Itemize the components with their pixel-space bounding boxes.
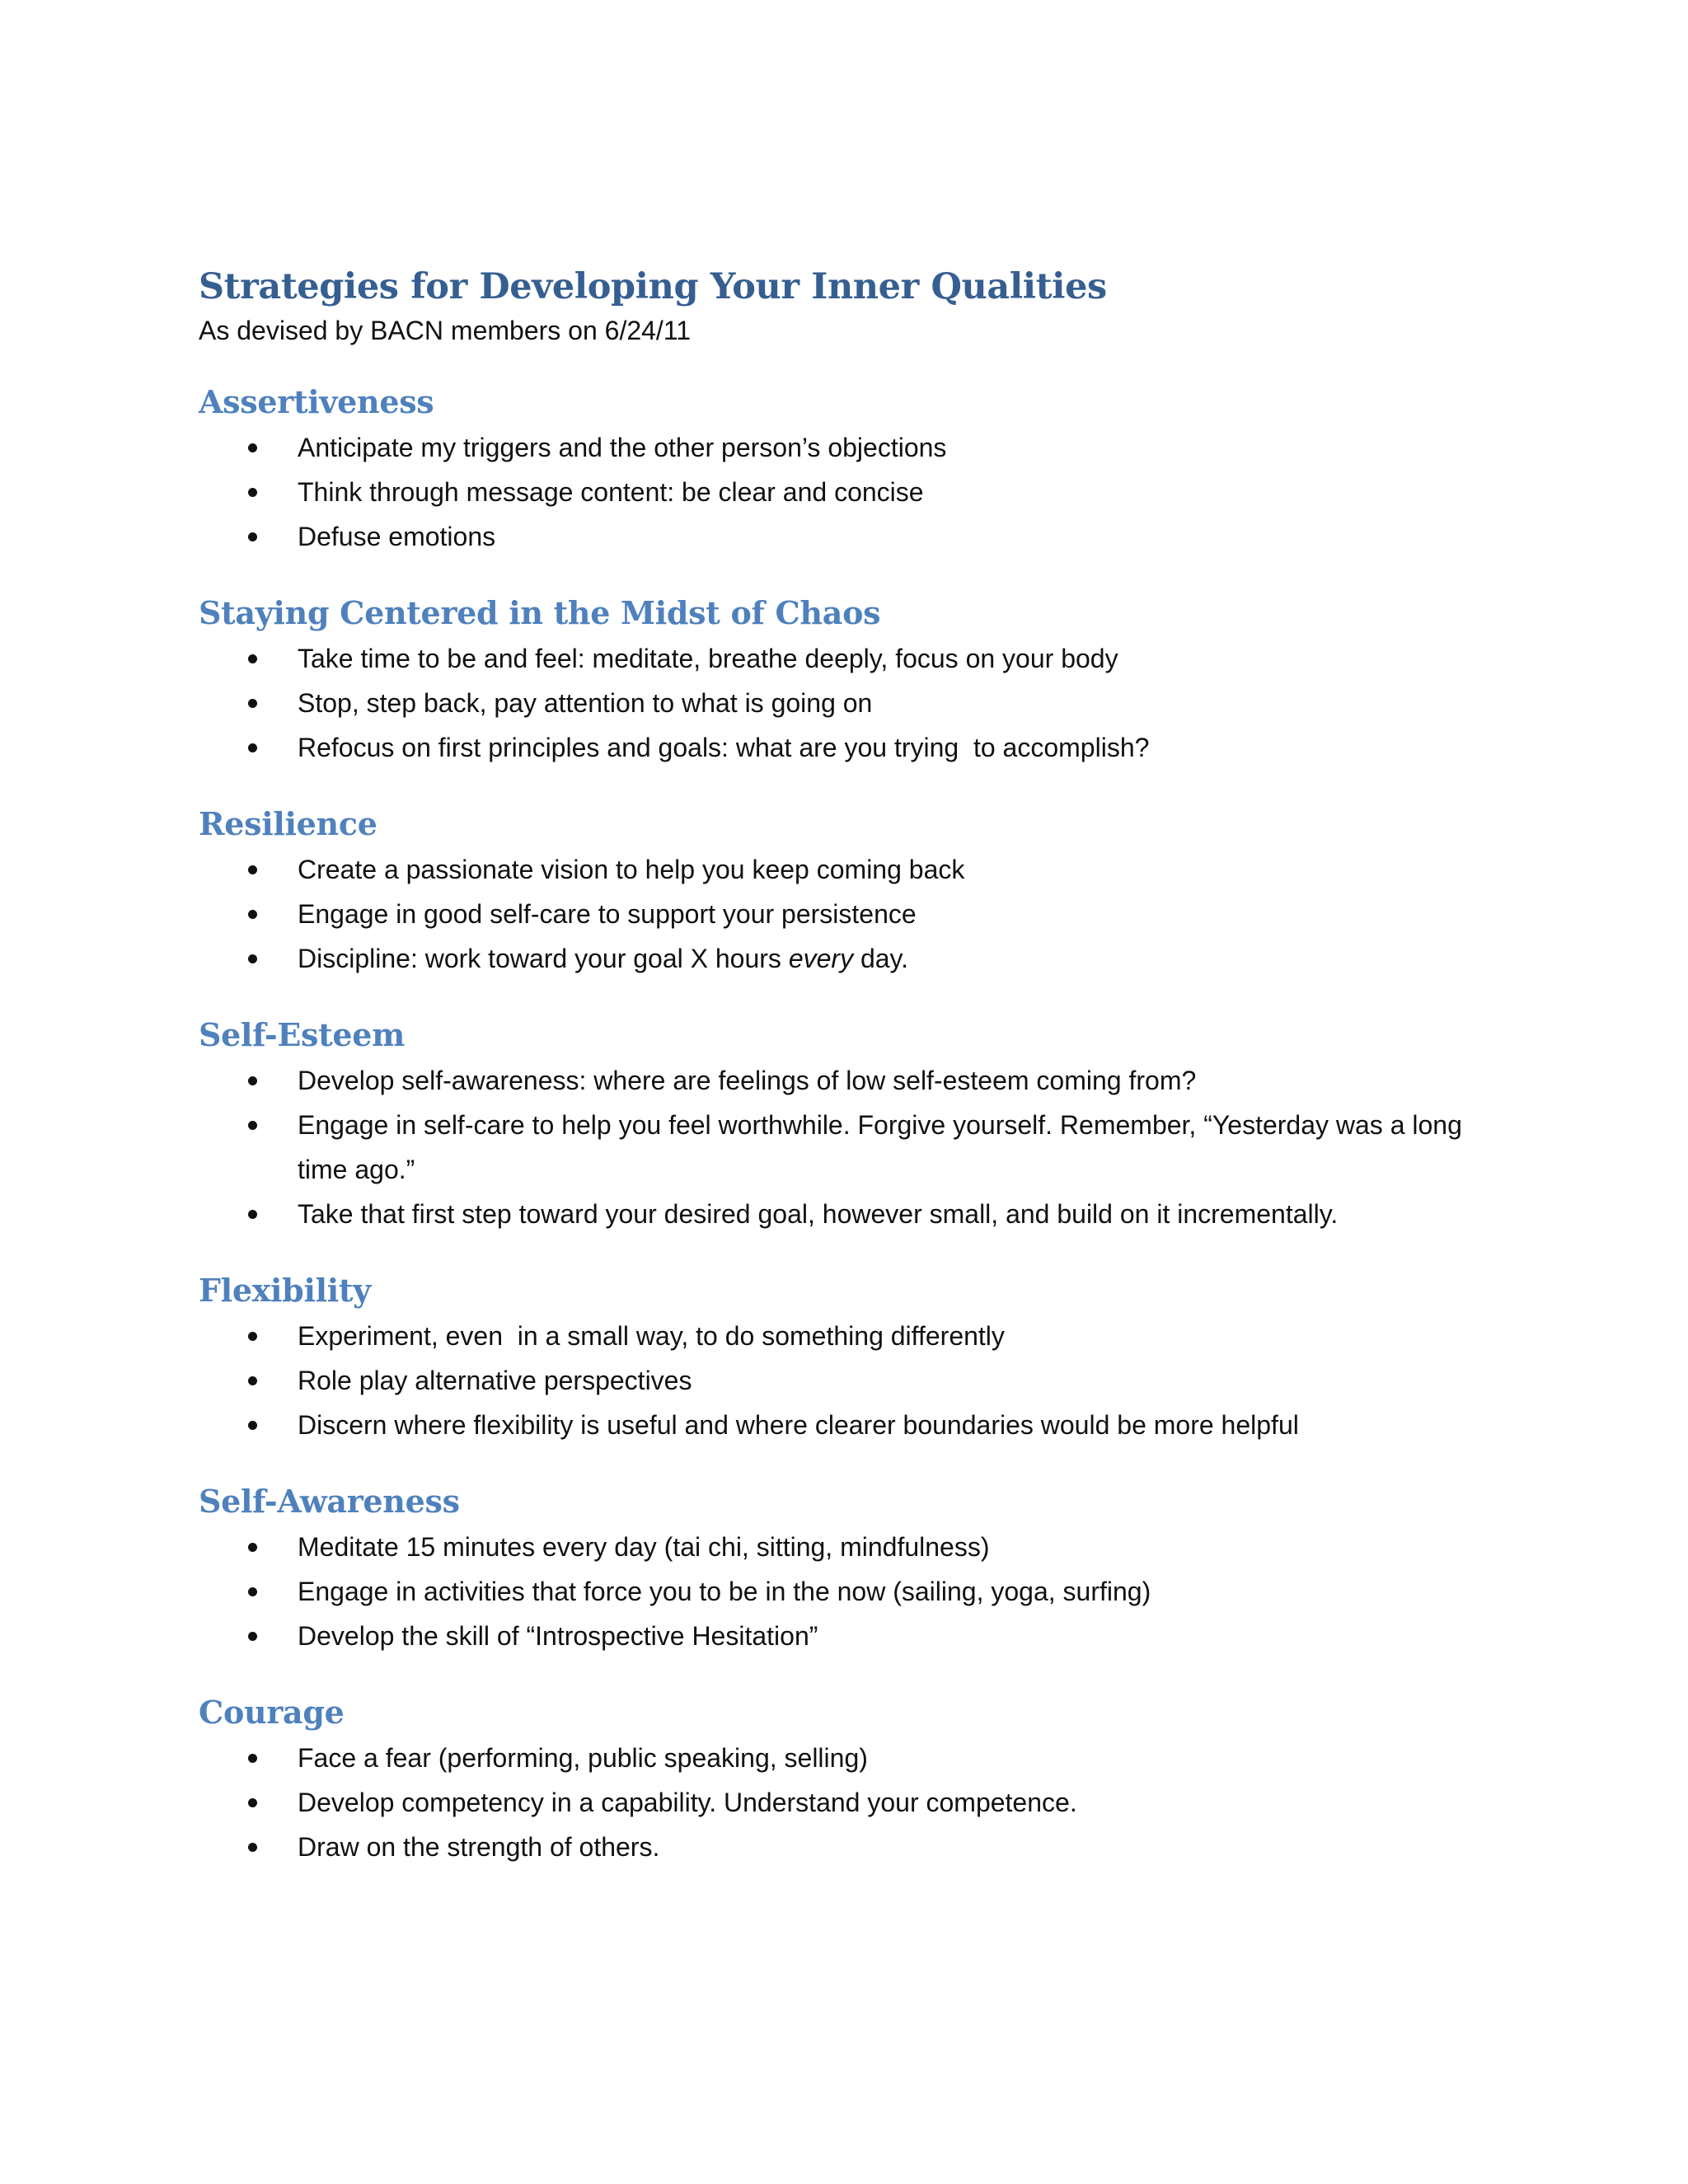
bullet-icon [248, 1376, 257, 1385]
list-item-text: Develop competency in a capability. Understand your competence. [298, 1788, 1077, 1817]
list-item [199, 1058, 1484, 1103]
bullet-icon [248, 488, 257, 497]
bullet-icon [248, 654, 257, 663]
list-item-text: Take time to be and feel: meditate, breathe deeply, focus on your body [298, 644, 1118, 673]
list-item-text: Engage in good self-care to support your persistence [298, 899, 917, 929]
bullet-icon [248, 865, 257, 874]
list-item [199, 1525, 1484, 1569]
section-heading: Self-Awareness [199, 1483, 460, 1520]
list-item-text-part: day. [853, 944, 909, 973]
bullet-icon [248, 1632, 257, 1641]
bullet-list [199, 636, 1484, 770]
section-courage [199, 1691, 1484, 1869]
list-item-text: Develop self-awareness: where are feelings of low self-esteem coming from? [298, 1066, 1197, 1095]
bullet-list [199, 1736, 1484, 1869]
list-item-text: Meditate 15 minutes every day (tai chi, sitting, mindfulness) [298, 1532, 990, 1562]
bullet-icon [248, 1121, 257, 1130]
bullet-icon [248, 1210, 257, 1219]
bullet-list [199, 847, 1484, 981]
bullet-list [199, 1058, 1484, 1236]
list-item-text: Defuse emotions [298, 522, 496, 551]
bullet-icon [248, 1332, 257, 1341]
section-self-esteem [199, 1014, 1484, 1236]
list-item [199, 1358, 1484, 1403]
document-title: Strategies for Developing Your Inner Qualities [199, 266, 1107, 307]
bullet-icon [248, 1543, 257, 1552]
bullet-icon [248, 1587, 257, 1596]
list-item [199, 681, 1484, 725]
bullet-icon [248, 954, 257, 963]
list-item-text: Stop, step back, pay attention to what is going on [298, 688, 873, 718]
section-heading: Flexibility [199, 1272, 371, 1309]
list-item [199, 847, 1484, 892]
list-item-text: Think through message content: be clear and concise [298, 477, 924, 507]
bullet-list [199, 1314, 1484, 1447]
bullet-icon [248, 1843, 257, 1852]
list-item-text: Discern where flexibility is useful and where clearer boundaries would be more helpful [298, 1410, 1299, 1440]
bullet-icon [248, 743, 257, 752]
list-item [199, 514, 1484, 559]
bullet-icon [248, 443, 257, 452]
list-item-text: Engage in self-care to help you feel worthwhile. Forgive yourself. Remember, “Yesterday was a long time ago.” [298, 1110, 1462, 1184]
list-item-text: Develop the skill of “Introspective Hesitation” [298, 1621, 818, 1651]
bullet-list [199, 425, 1484, 559]
list-item-text: Create a passionate vision to help you keep coming back [298, 855, 965, 884]
section-heading: Self-Esteem [199, 1016, 405, 1053]
document-subtitle: As devised by BACN members on 6/24/11 [199, 316, 692, 345]
list-item [199, 1736, 1484, 1780]
list-item [199, 1103, 1484, 1192]
section-staying-centered [199, 592, 1484, 770]
list-item [199, 1780, 1484, 1825]
list-item [199, 636, 1484, 681]
bullet-icon [248, 532, 257, 541]
section-heading: Staying Centered in the Midst of Chaos [199, 594, 881, 631]
list-item-text: Take that first step toward your desired goal, however small, and build on it incrementally. [298, 1199, 1339, 1229]
bullet-icon [248, 1798, 257, 1807]
list-item-text: Experiment, even in a small way, to do something differently [298, 1321, 1005, 1351]
section-assertiveness [199, 381, 1484, 559]
section-resilience [199, 803, 1484, 981]
section-heading: Courage [199, 1694, 345, 1731]
emphasized-text: every [788, 944, 854, 973]
document-page [199, 262, 1484, 1869]
bullet-icon [248, 1421, 257, 1430]
list-item-text: Draw on the strength of others. [298, 1832, 660, 1862]
section-flexibility [199, 1269, 1484, 1447]
list-item-text-part: Discipline: work toward your goal X hours [298, 944, 789, 973]
section-heading: Assertiveness [199, 383, 434, 420]
bullet-icon [248, 1754, 257, 1763]
list-item-text: Role play alternative perspectives [298, 1366, 692, 1395]
bullet-list [199, 1525, 1484, 1658]
list-item [199, 936, 1484, 981]
list-item [199, 470, 1484, 514]
list-item [199, 1569, 1484, 1614]
bullet-icon [248, 910, 257, 919]
list-item [199, 1403, 1484, 1447]
bullet-icon [248, 1076, 257, 1085]
list-item [199, 425, 1484, 470]
list-item [199, 725, 1484, 770]
list-item [199, 892, 1484, 936]
section-self-awareness [199, 1480, 1484, 1658]
list-item-text: Engage in activities that force you to be in the now (sailing, yoga, surfing) [298, 1577, 1151, 1606]
list-item [199, 1192, 1484, 1236]
list-item-text: Anticipate my triggers and the other person’s objections [298, 433, 947, 462]
list-item-text [298, 944, 908, 973]
section-heading: Resilience [199, 805, 377, 842]
list-item [199, 1825, 1484, 1869]
list-item [199, 1314, 1484, 1358]
list-item [199, 1614, 1484, 1658]
list-item-text: Refocus on first principles and goals: what are you trying to accomplish? [298, 733, 1150, 762]
bullet-icon [248, 699, 257, 708]
list-item-text: Face a fear (performing, public speaking, selling) [298, 1743, 868, 1773]
